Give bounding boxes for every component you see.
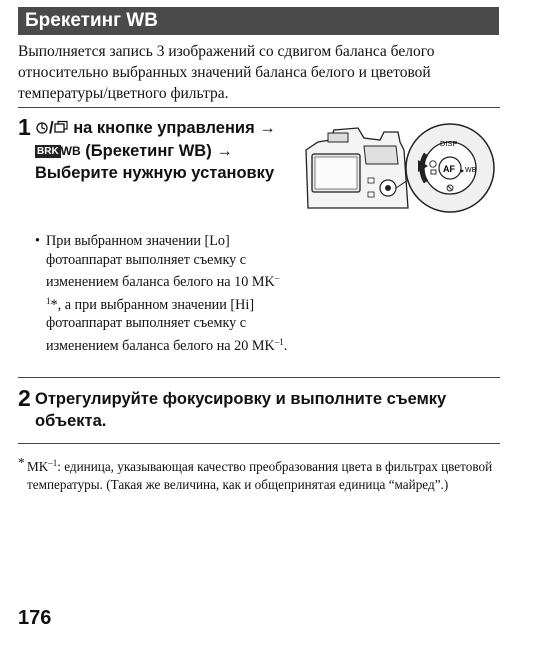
- self-timer-icon: [35, 118, 49, 140]
- step-1-part1: на кнопке управления →: [73, 119, 276, 137]
- step-1-number: 1: [18, 114, 31, 140]
- bullet-text-a: При выбранном значении [Lo] фотоаппарат выполняет съемку с изменением баланса белого на 10 MK: [46, 233, 275, 290]
- camera-illustration: [300, 120, 504, 216]
- footnote-sup: –1: [48, 458, 58, 468]
- page-number: 176: [18, 607, 52, 629]
- brk-icon: BRK: [37, 145, 59, 157]
- section-title: Брекетинг WB: [25, 10, 158, 31]
- footnote-mark: *: [18, 455, 25, 470]
- disp-label: DISP: [440, 139, 458, 148]
- icon-separator: /: [49, 119, 54, 137]
- step-2-number: 2: [18, 385, 31, 411]
- step-1-bullet: [35, 232, 290, 355]
- step-1-part2: (Брекетинг WB) →: [85, 141, 233, 160]
- intro-paragraph: Выполняется запись 3 изображений со сдвигом баланса белого относительно выбранных значений баланса белого и цветовой температуры/цветного фильтра.: [18, 43, 435, 102]
- bullet-text-c: .: [283, 337, 288, 354]
- bullet-sup-1: –1: [46, 273, 280, 306]
- step-2-instruction: Отрегулируйте фокусировку и выполните съемку объекта.: [35, 390, 447, 430]
- section-header: [18, 7, 499, 35]
- footnote: [18, 454, 506, 494]
- step-1-part3: Выберите нужную установку: [35, 163, 275, 182]
- divider-bottom: [18, 443, 500, 444]
- step-1-instruction: [35, 117, 290, 184]
- footnote-unit: MK: [27, 459, 49, 474]
- wb-label: WB: [465, 167, 477, 174]
- af-label: AF: [443, 164, 455, 174]
- divider-top: [18, 107, 500, 108]
- divider-middle: [18, 377, 500, 378]
- bullet-sup-2: –1: [274, 336, 284, 347]
- bullet-text-b: *, а при выбранном значении [Hi] фотоаппарат выполняет съемку с изменением баланса белого на 20 MK: [46, 296, 275, 354]
- drive-mode-icon: [54, 118, 69, 140]
- bullet-mark: •: [35, 233, 40, 249]
- footnote-text: : единица, указывающая качество преобразования цвета в фильтрах цветовой температуры. (Такая же величина, как и общепринятая единица “майред”.): [27, 459, 493, 492]
- wb-icon: WB: [60, 143, 81, 158]
